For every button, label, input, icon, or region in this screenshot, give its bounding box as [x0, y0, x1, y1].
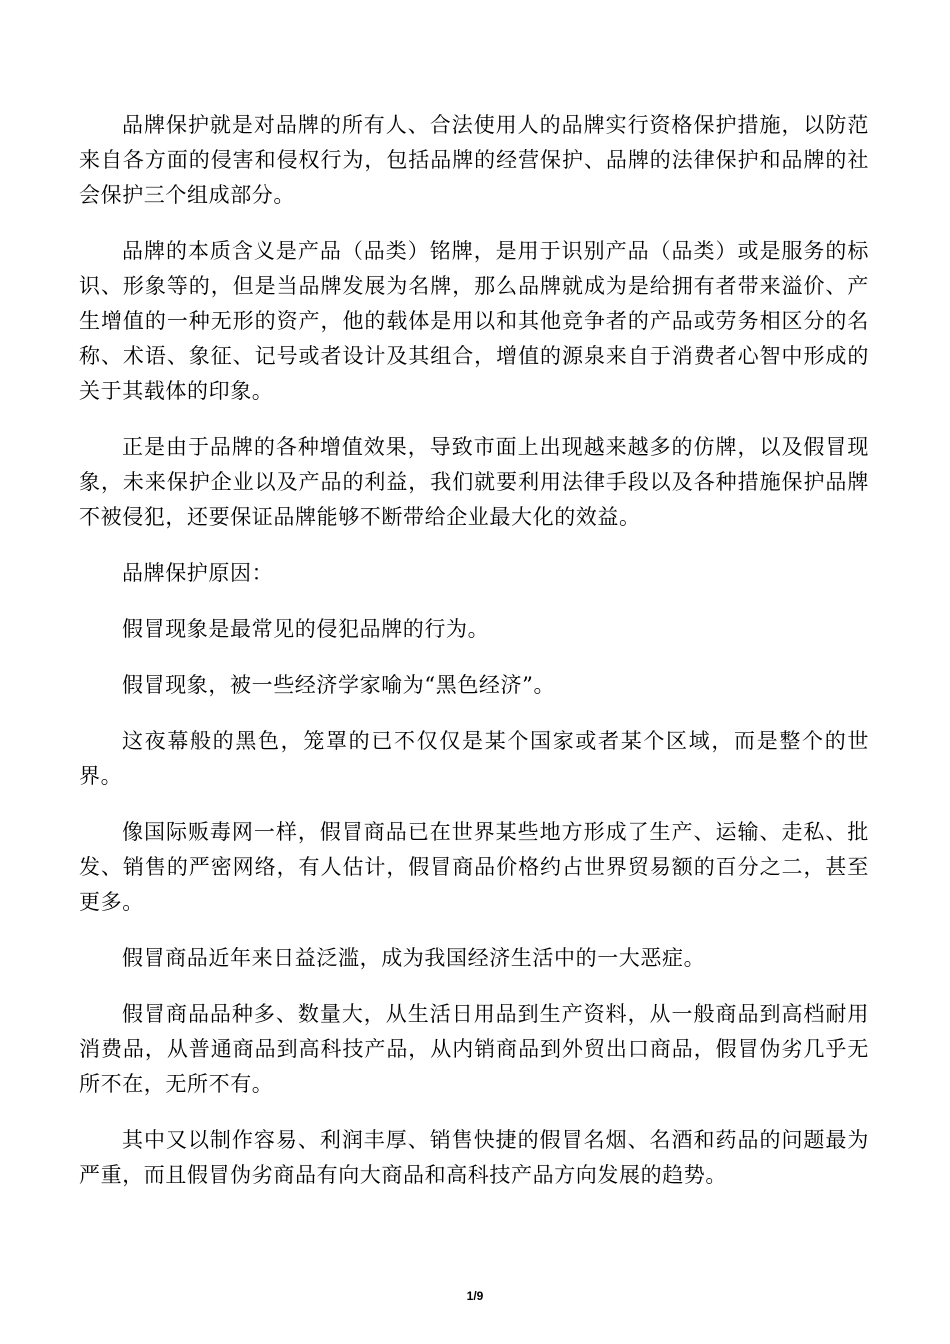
- paragraph-value-effects: 正是由于品牌的各种增值效果，导致市面上出现越来越多的仿牌，以及假冒现象，未来保护企业以及产品的利益，我们就要利用法律手段以及各种措施保护品牌不被侵犯，还要保证品牌能够不断带给企业最大化的效益。: [79, 435, 869, 529]
- document-body: [79, 108, 869, 1214]
- paragraph-network: 像国际贩毒网一样，假冒商品已在世界某些地方形成了生产、运输、走私、批发、销售的严密网络，有人估计，假冒商品价格约占世界贸易额的百分之二，甚至更多。: [79, 820, 869, 914]
- paragraph-reasons-heading: 品牌保护原因：: [122, 561, 274, 585]
- paragraph-brand-protection-definition: 品牌保护就是对品牌的所有人、合法使用人的品牌实行资格保护措施，以防范来自各方面的侵害和侵权行为，包括品牌的经营保护、品牌的法律保护和品牌的社会保护三个组成部分。: [79, 113, 869, 207]
- paragraph-brand-essence: 品牌的本质含义是产品（品类）铭牌，是用于识别产品（品类）或是服务的标识、形象等的，但是当品牌发展为名牌，那么品牌就成为是给拥有者带来溢价、产生增值的一种无形的资产，他的载体是用以和其他竞争者的产品或劳务相区分的名称、术语、象征、记号或者设计及其组合，增值的源泉来自于消费者心智中形成的关于其载体的印象。: [79, 239, 869, 403]
- paragraph-variety: 假冒商品品种多、数量大，从生活日用品到生产资料，从一般商品到高档耐用消费品，从普通商品到高科技产品，从内销商品到外贸出口商品，假冒伪劣几乎无所不在，无所不有。: [79, 1002, 869, 1096]
- paragraph-black-economy: 假冒现象，被一些经济学家喻为“黑色经济”。: [122, 673, 556, 697]
- paragraph-domestic-problem: 假冒商品近年来日益泛滥，成为我国经济生活中的一大恶症。: [122, 946, 706, 970]
- paragraph-serious-categories: 其中又以制作容易、利润丰厚、销售快捷的假冒名烟、名酒和药品的问题最为严重，而且假冒伪劣商品有向大商品和高科技产品方向发展的趋势。: [79, 1128, 869, 1187]
- paragraph-counterfeit-common: 假冒现象是最常见的侵犯品牌的行为。: [122, 617, 490, 641]
- page-number: 1/9: [466, 1289, 484, 1303]
- paragraph-world-scope: 这夜幕般的黑色，笼罩的已不仅仅是某个国家或者某个区域，而是整个的世界。: [79, 729, 869, 788]
